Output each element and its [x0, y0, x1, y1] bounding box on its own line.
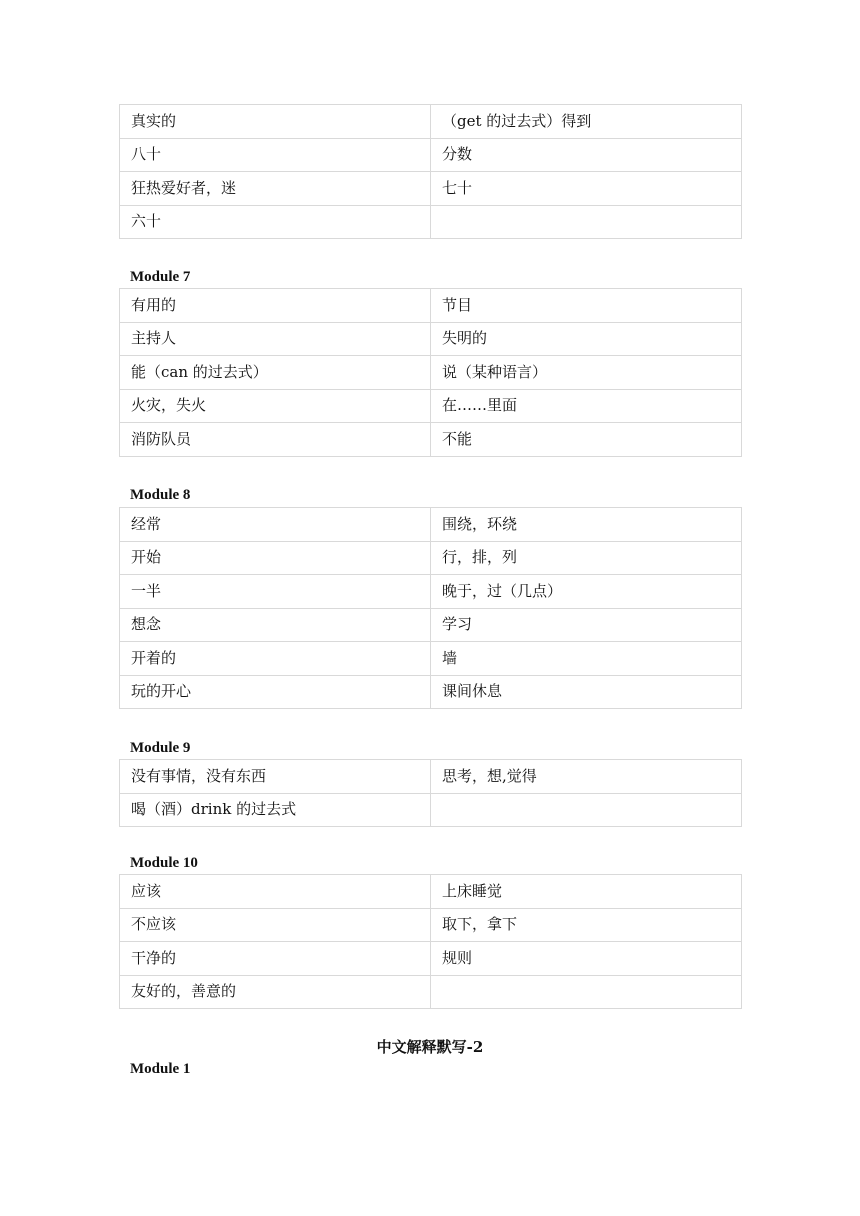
vocab-table-module-7 — [119, 288, 742, 457]
table-cell-chinese: 晚于，过（几点） — [431, 575, 742, 609]
module-heading: Module 10 — [130, 855, 198, 871]
table-body — [120, 508, 742, 709]
table-row — [120, 138, 742, 172]
table-cell-chinese: 应该 — [120, 875, 431, 909]
table-cell-chinese: 真实的 — [120, 105, 431, 139]
vocab-table-module-9 — [119, 759, 742, 827]
table-cell-chinese: 开始 — [120, 541, 431, 575]
table-cell-empty — [431, 793, 742, 827]
table-cell-chinese: 友好的，善意的 — [120, 975, 431, 1009]
table-body — [120, 105, 742, 239]
table-row — [120, 875, 742, 909]
table-cell-chinese: 七十 — [431, 172, 742, 206]
table-row — [120, 608, 742, 642]
table-cell-chinese: 失明的 — [431, 322, 742, 356]
table-row — [120, 575, 742, 609]
table-row — [120, 322, 742, 356]
table-cell-chinese: 没有事情，没有东西 — [120, 760, 431, 794]
table-row — [120, 975, 742, 1009]
table-row — [120, 105, 742, 139]
table-row — [120, 541, 742, 575]
table-cell-chinese: 课间休息 — [431, 675, 742, 709]
table-row — [120, 642, 742, 676]
table-cell-chinese: 经常 — [120, 508, 431, 542]
vocab-table-continued — [119, 104, 742, 239]
table-cell-chinese: （get 的过去式）得到 — [431, 105, 742, 139]
table-row — [120, 675, 742, 709]
vocab-table-module-10 — [119, 874, 742, 1009]
module-heading: Module 7 — [130, 269, 191, 285]
table-cell-chinese: 一半 — [120, 575, 431, 609]
table-cell-chinese: 喝（酒）drink 的过去式 — [120, 793, 431, 827]
table-row — [120, 423, 742, 457]
table-cell-chinese: 狂热爱好者，迷 — [120, 172, 431, 206]
table-cell-chinese: 干净的 — [120, 942, 431, 976]
table-cell-chinese: 说（某种语言） — [431, 356, 742, 390]
vocab-table-module-8 — [119, 507, 742, 709]
table-row — [120, 793, 742, 827]
table-cell-chinese: 六十 — [120, 205, 431, 239]
module-heading: Module 8 — [130, 487, 191, 503]
table-cell-chinese: 玩的开心 — [120, 675, 431, 709]
table-cell-chinese: 消防队员 — [120, 423, 431, 457]
table-cell-chinese: 开着的 — [120, 642, 431, 676]
table-cell-chinese: 行，排，列 — [431, 541, 742, 575]
table-cell-chinese: 在……里面 — [431, 389, 742, 423]
table-body — [120, 875, 742, 1009]
table-row — [120, 908, 742, 942]
table-row — [120, 942, 742, 976]
table-row — [120, 508, 742, 542]
table-row — [120, 760, 742, 794]
table-cell-chinese: 围绕，环绕 — [431, 508, 742, 542]
table-cell-chinese: 八十 — [120, 138, 431, 172]
table-cell-chinese: 有用的 — [120, 289, 431, 323]
table-cell-chinese: 节目 — [431, 289, 742, 323]
table-row — [120, 172, 742, 206]
table-body — [120, 289, 742, 457]
table-cell-chinese: 想念 — [120, 608, 431, 642]
table-cell-chinese: 不应该 — [120, 908, 431, 942]
table-body — [120, 760, 742, 827]
table-cell-chinese: 规则 — [431, 942, 742, 976]
table-cell-chinese: 火灾，失火 — [120, 389, 431, 423]
module-heading: Module 1 — [130, 1061, 191, 1077]
table-cell-chinese: 分数 — [431, 138, 742, 172]
table-cell-empty — [431, 205, 742, 239]
table-cell-chinese: 上床睡觉 — [431, 875, 742, 909]
table-cell-chinese: 取下，拿下 — [431, 908, 742, 942]
document-title: 中文解释默写-2 — [376, 1038, 484, 1056]
table-cell-chinese: 主持人 — [120, 322, 431, 356]
table-cell-chinese: 能（can 的过去式） — [120, 356, 431, 390]
table-row — [120, 289, 742, 323]
table-cell-chinese: 思考，想,觉得 — [431, 760, 742, 794]
table-cell-chinese: 墙 — [431, 642, 742, 676]
table-cell-empty — [431, 975, 742, 1009]
table-cell-chinese: 学习 — [431, 608, 742, 642]
table-cell-chinese: 不能 — [431, 423, 742, 457]
table-row — [120, 205, 742, 239]
table-row — [120, 356, 742, 390]
module-heading: Module 9 — [130, 740, 191, 756]
table-row — [120, 389, 742, 423]
